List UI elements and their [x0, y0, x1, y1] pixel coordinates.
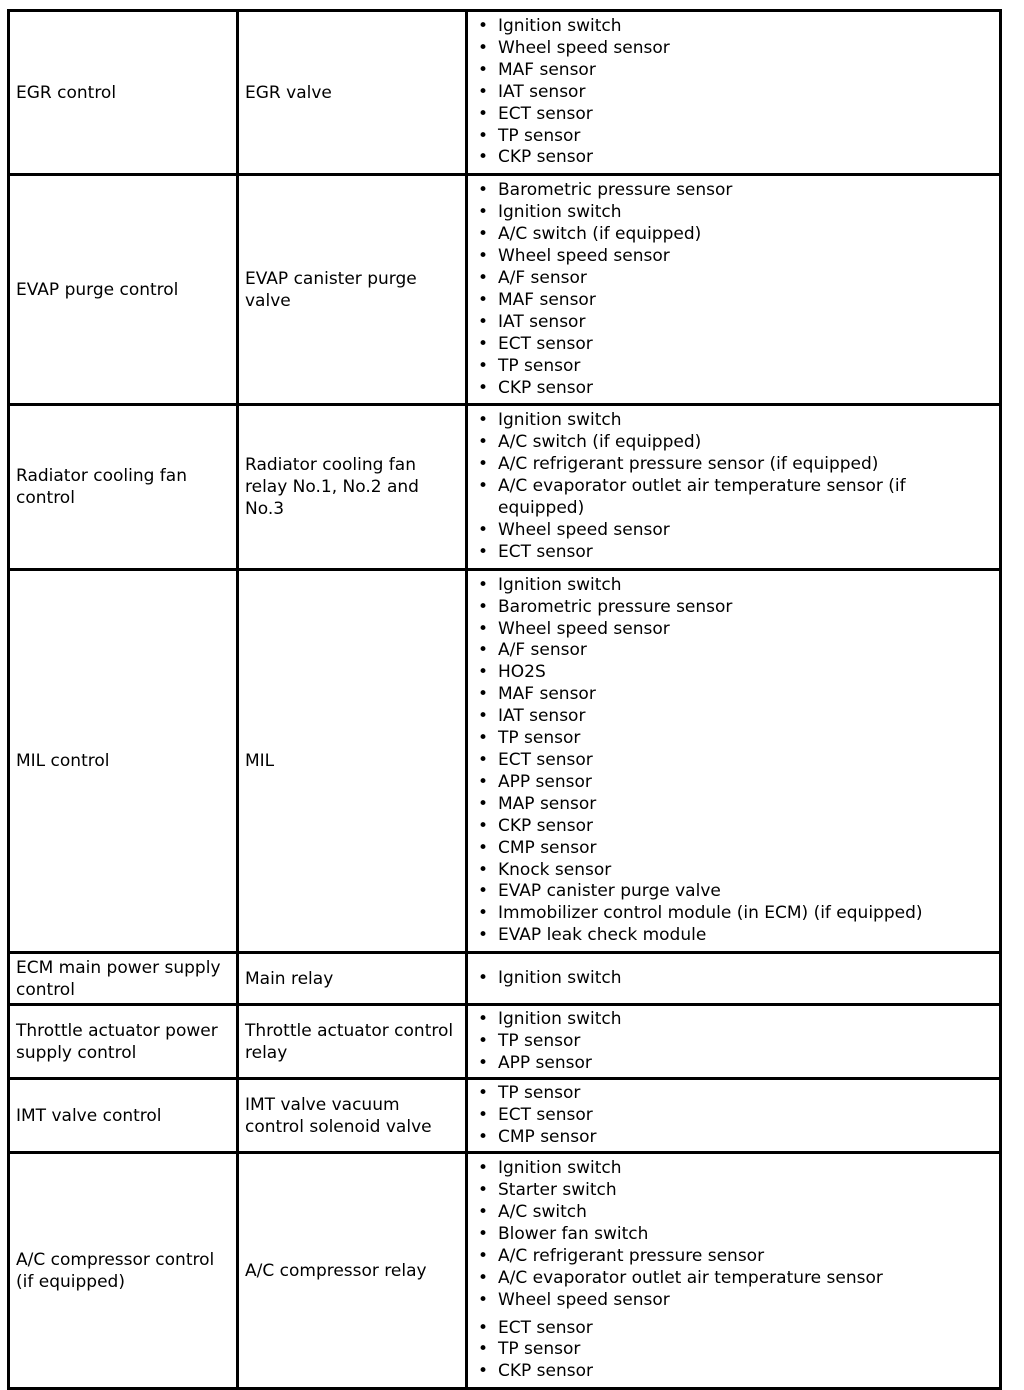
list-item: • TP sensor: [474, 126, 993, 148]
list-item: • CKP sensor: [474, 147, 993, 169]
table-row: [9, 1005, 1001, 1079]
list-item: • A/F sensor: [474, 268, 993, 290]
list-item: • A/C switch (if equipped): [474, 224, 993, 246]
actuator-cell: EVAP canister purge valve: [238, 175, 467, 405]
list-item: • ECT sensor: [474, 1318, 993, 1340]
list-item: • IAT sensor: [474, 706, 993, 728]
list-item: • A/C switch (if equipped): [474, 432, 993, 454]
list-item: • ECT sensor: [474, 542, 993, 564]
inputs-cell: [467, 1005, 1001, 1079]
table-row: [9, 11, 1001, 175]
list-item: • A/C refrigerant pressure sensor (if equipped): [474, 454, 993, 476]
function-cell: ECM main power supply control: [9, 953, 238, 1005]
list-item: • MAF sensor: [474, 290, 993, 312]
table-row: [9, 175, 1001, 405]
list-item: • A/C refrigerant pressure sensor: [474, 1246, 993, 1268]
actuator-cell: EGR valve: [238, 11, 467, 175]
list-item: • Wheel speed sensor: [474, 619, 993, 641]
list-item: • MAP sensor: [474, 794, 993, 816]
list-item: • TP sensor: [474, 1339, 993, 1361]
function-cell: IMT valve control: [9, 1079, 238, 1153]
list-item: • Ignition switch: [474, 1158, 993, 1180]
input-list: [474, 571, 993, 951]
list-item: • EVAP canister purge valve: [474, 881, 993, 903]
input-list: [474, 1082, 993, 1150]
list-item: • TP sensor: [474, 1083, 993, 1105]
list-item: • CKP sensor: [474, 378, 993, 400]
list-item: • A/C switch: [474, 1202, 993, 1224]
list-item: • Wheel speed sensor: [474, 1290, 993, 1312]
list-item: • APP sensor: [474, 1053, 993, 1075]
list-item: • Wheel speed sensor: [474, 38, 993, 60]
list-item: • ECT sensor: [474, 334, 993, 356]
table-row: [9, 953, 1001, 1005]
table-row: [9, 1153, 1001, 1389]
list-item: • EVAP leak check module: [474, 925, 993, 947]
inputs-cell: [467, 175, 1001, 405]
list-item: • Ignition switch: [474, 968, 993, 990]
function-cell: Radiator cooling fan control: [9, 405, 238, 569]
table-row: [9, 569, 1001, 952]
list-item: • CMP sensor: [474, 1127, 993, 1149]
actuator-cell: A/C compressor relay: [238, 1153, 467, 1389]
inputs-cell: [467, 569, 1001, 952]
control-function-table: [7, 9, 1002, 1390]
input-list: [474, 1154, 993, 1387]
inputs-cell: [467, 953, 1001, 1005]
function-cell: A/C compressor control (if equipped): [9, 1153, 238, 1389]
inputs-cell: [467, 1079, 1001, 1153]
list-item: • Ignition switch: [474, 202, 993, 224]
list-item: • Barometric pressure sensor: [474, 597, 993, 619]
input-list: [474, 12, 993, 173]
list-item: • Starter switch: [474, 1180, 993, 1202]
list-item: • A/C evaporator outlet air temperature sensor (if equipped): [474, 476, 993, 520]
function-cell: MIL control: [9, 569, 238, 952]
list-item: • Barometric pressure sensor: [474, 180, 993, 202]
list-item: • MAF sensor: [474, 684, 993, 706]
actuator-cell: Radiator cooling fan relay No.1, No.2 and No.3: [238, 405, 467, 569]
input-list: [474, 1008, 993, 1076]
list-item: • ECT sensor: [474, 1105, 993, 1127]
actuator-cell: Main relay: [238, 953, 467, 1005]
list-item: • A/C evaporator outlet air temperature sensor: [474, 1268, 993, 1290]
list-item: • Ignition switch: [474, 16, 993, 38]
list-item: • CMP sensor: [474, 838, 993, 860]
function-cell: EGR control: [9, 11, 238, 175]
input-list: [474, 406, 993, 567]
list-item: • Ignition switch: [474, 575, 993, 597]
list-item: • ECT sensor: [474, 104, 993, 126]
inputs-cell: [467, 405, 1001, 569]
function-cell: Throttle actuator power supply control: [9, 1005, 238, 1079]
list-item: • A/F sensor: [474, 640, 993, 662]
table-row: [9, 1079, 1001, 1153]
list-item: • Wheel speed sensor: [474, 520, 993, 542]
function-cell: EVAP purge control: [9, 175, 238, 405]
actuator-cell: Throttle actuator control relay: [238, 1005, 467, 1079]
inputs-cell: [467, 11, 1001, 175]
list-item: • Immobilizer control module (in ECM) (if equipped): [474, 903, 993, 925]
list-item: • APP sensor: [474, 772, 993, 794]
actuator-cell: MIL: [238, 569, 467, 952]
list-item: • CKP sensor: [474, 1361, 993, 1383]
table-row: [9, 405, 1001, 569]
list-item: • CKP sensor: [474, 816, 993, 838]
list-item: • HO2S: [474, 662, 993, 684]
list-item: • Ignition switch: [474, 1009, 993, 1031]
list-item: • Knock sensor: [474, 860, 993, 882]
input-list: [474, 176, 993, 403]
list-item: • Ignition switch: [474, 410, 993, 432]
inputs-cell: [467, 1153, 1001, 1389]
list-item: • IAT sensor: [474, 312, 993, 334]
actuator-cell: IMT valve vacuum control solenoid valve: [238, 1079, 467, 1153]
list-item: • TP sensor: [474, 356, 993, 378]
list-item: • TP sensor: [474, 728, 993, 750]
list-item: • Wheel speed sensor: [474, 246, 993, 268]
list-item: • ECT sensor: [474, 750, 993, 772]
list-item: • MAF sensor: [474, 60, 993, 82]
list-item: • Blower fan switch: [474, 1224, 993, 1246]
list-item: • IAT sensor: [474, 82, 993, 104]
list-item: • TP sensor: [474, 1031, 993, 1053]
input-list: [474, 964, 993, 994]
